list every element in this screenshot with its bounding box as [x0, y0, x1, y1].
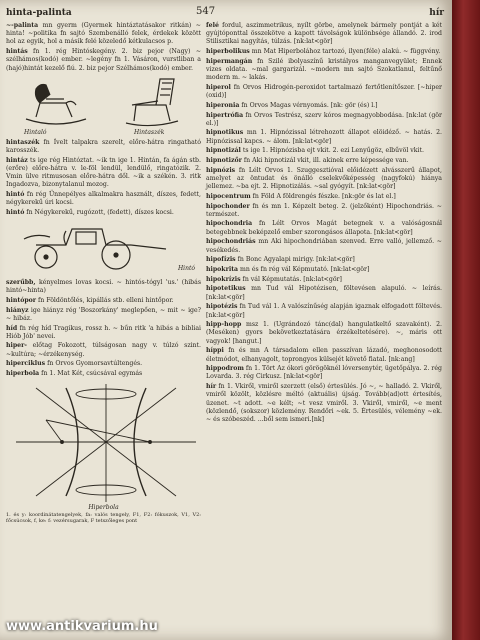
dictionary-entry: hipokrízis fn vál Képmutatás. [nk:lat<gör] [206, 275, 342, 283]
headword: hipnózis [206, 166, 236, 174]
rocking-horse-chair-illustration [6, 75, 201, 129]
dictionary-entry: híppi fn és mn A társadalom ellen passzívan lázadó, meghonosodott életmódot, elhanyagolt, toprongyos külsejét követő fiatal. [nk:ang] [206, 347, 442, 363]
dictionary-entry: hipokrita mn és fn rég vál Képmutató. [nk:lat<gör] [206, 265, 370, 273]
dictionary-entry: hipermangán fn Szilé ibolyaszínű kristályos manganvegyület; Ennek vizes oldata. ~mal gargarizál. ~modern mn sajtó Szokatlanul, feltűnő modern m. ~ lakás. [206, 57, 442, 82]
dictionary-entry: hipp-hopp msz 1. (Ugrándozó tánc(dal) hangulatkeltő szavaként). 2. (Meséken) gyors bekövetkeztatására érzékeltetésére). ~, máris ott vagyok! [hangut.] [206, 321, 442, 345]
dictionary-entry: hiperbolikus mn Mat Hiperbolához tartozó, ilyen(féle) alakú. ~ függvény. [206, 48, 441, 56]
figure-rocking-horse-chair [6, 75, 201, 137]
headword: hipertrófia [206, 111, 244, 119]
figure-caption: Hintaszék [134, 128, 165, 136]
headword: hipocentrum [206, 192, 251, 200]
right-column [206, 22, 442, 630]
book-binding [452, 0, 480, 640]
dictionary-entry: hipocentrum fn Föld A földrengés fészke. [nk:gör és lat el.] [206, 192, 396, 200]
headword: hiperciklus [6, 360, 46, 368]
headword: hipokrita [206, 265, 239, 273]
dictionary-entry: hipnotikus mn 1. Hipnózissal létrehozott állapot elöidéző. ~ hatás. 2. Hipnózissal kapcs. ~ álom. [nk:lat<gör] [206, 129, 442, 145]
header-guide-word-left: hinta-palinta [6, 8, 72, 18]
headword: hintáz [6, 156, 28, 164]
dictionary-entry: hipochonder fn és mn 1. Képzelt beteg. 2. (jelzőként) Hipochondriás. ~ természet. [206, 202, 442, 218]
hyperbola-diagram [6, 380, 201, 504]
figure-caption: Hintaló [24, 128, 47, 136]
dictionary-entry: hír fn 1. Vkiről, vmiről szerzett (első) értesülés. Jó ~, ~ halladó. 2. Vkiről, vmiről közölt, közlésre méltó (aktuális) újság. Tovább(ad)ott értesítés, üzenet. ~t adott. ~e kélt; ~t vesz vmiről. 3. Vkiről, vmiről, ~e ment (közlendő, (sokszor) közlemény. Rendőri ~ek. 5. Értesülés, vélemény ~ek. ~ és szóbeszéd. ...ből sem ismeri.[nk] [206, 383, 442, 423]
dictionary-entry: hipertrófia fn Orvos Testrész, szerv kóros megnagyobbodása. [nk:lat (gör el.)] [206, 111, 442, 127]
figure-hyperbola [6, 380, 201, 530]
dictionary-entry: hintó fn rég Ünnepélyes alkalmakra használt, díszes, fedett, négykerekű úri kocsi. [6, 190, 201, 207]
dictionary-entry: hipotézis fn Tud vál 1. A valószínűség alapján igaznak elfogadott föltevés. [nk:lat<gör] [206, 303, 442, 319]
dictionary-entry: felé fordul, aszimmetrikus, nyílt görbe, amelynek bármely pontját a két gyújtóponttal összekötve a kapott távolságok különbsége állandó. 2. irod Stilisztikai nagyítás, túlzás. [nk:lat<gör] [206, 22, 442, 46]
dictionary-entry: hipochondria fn Lélt Orvos Magát betegnek v. a valóságosnál betegebbnek beképzelő ember szorongásos állapota. [nk:lat<gör] [206, 220, 442, 236]
page-number: 547 [196, 6, 216, 17]
dictionary-entry: hiper- előtag Fokozott, túlságosan nagy v. túlzó szint. ~kultúra; ~érzékenység. [6, 342, 201, 358]
dictionary-entry: hippodrom fn 1. Tört Az ókori görögöknél lóversenytér, ügetőpálya. 2. rég Lovarda. 3. rég Cirkusz. [nk:lat<gör] [206, 365, 442, 381]
dictionary-entry: hiperciklus fn Orvos Gyomorsavtúltengés. [6, 360, 143, 368]
figure-carriage [6, 219, 201, 277]
dictionary-entry: hintópor fn Földöntőlés, kipállás stb. elleni hintőpor. [6, 296, 174, 304]
headword: szerűbb, [6, 279, 36, 287]
headword: hintó [6, 208, 25, 216]
headword: hintó [6, 190, 25, 198]
headword: hintópor [6, 296, 37, 304]
dictionary-entry: hipofízis fn Bonc Agyalapi mirigy. [nk:lat<gör] [206, 256, 355, 264]
headword: hiperol [206, 83, 231, 91]
left-column [6, 22, 201, 630]
dictionary-entry: híd fn rég híd Tragikus, rossz h. ~ bűn ritk 'a hibás a bibliai Hiób Jób' nevei. [6, 324, 201, 340]
header-guide-word-right: hír [429, 8, 444, 18]
headword: híd [6, 324, 18, 332]
headword: hiper- [6, 342, 27, 350]
dictionary-entry: hiperonia fn Orvos Magas vérnyomás. [nk: gör (és) l.] [206, 101, 378, 109]
headword: hipochondria [206, 220, 253, 228]
carriage-illustration [6, 219, 201, 271]
headword: felé [206, 22, 219, 29]
headword: hipochondriás [206, 238, 256, 246]
watermark: www.antikvarium.hu [6, 619, 158, 634]
headword: ~-palinta [6, 22, 39, 29]
headword: hipotetikus [206, 285, 246, 293]
headword: hír [206, 383, 217, 391]
figure-caption: Hiperbola [88, 504, 119, 512]
dictionary-entry: hiányz ige hiányz rég 'Boszorkány' meglepően, ~ mit ~ ige? ~ hibáz. [6, 306, 201, 322]
headword: hipp-hopp [206, 321, 242, 329]
dictionary-entry: hintó fn Négykerekű, rugózott, (fedett), díszes kocsi. [6, 208, 174, 216]
dictionary-entry: szerűbb, kényelmes lovas kocsi. ~ hintós-tógyl 'us.' (hibás hintó~hinta) [6, 279, 201, 295]
dictionary-entry: hipochondriás mn Aki hipochondriában szenved. Erre valló, jellemző. ~ vesékedés. [206, 238, 442, 254]
headword: hiperonia [206, 101, 240, 109]
figure-note: 1. és y: koordinátatengelyek, fa: valós tengely, F1, F2: fókuszok, V1, V2: főcsúcsok, f, ke: f: vezérsugarak, F tetszőleges pont [6, 512, 201, 525]
headword: híppi [206, 347, 224, 355]
headword: hiperbola [6, 370, 40, 378]
headword: hipofízis [206, 256, 236, 264]
dictionary-entry: hipnotizőr fn Aki hipnotizál vkit, ill. akinek erre képessége van. [206, 157, 409, 165]
headword: hiányz [6, 306, 29, 314]
dictionary-entry: hintaszék fn Ívelt talpakra szerelt, előre-hátra ringatható karosszék. [6, 138, 201, 154]
dictionary-entry: ~-palinta mn gyerm (Gyermek hintáztatásakor ritkán) ~ hinta! ~politika fn sajtó Szembenálló felek, érdekek között hol az egyik, hol a másik felé közeledő kétkulacsos p. [6, 22, 201, 46]
headword: hintás [6, 48, 28, 56]
headword: hipotézis [206, 303, 238, 311]
headword: hipochonder [206, 202, 250, 210]
headword: hipnotizőr [206, 157, 242, 165]
headword: hintaszék [6, 138, 40, 146]
headword: hiperbolikus [206, 48, 250, 56]
dictionary-entry: hiperol fn Orvos Hidrogén-peroxidot tartalmazó fertőtlenítőszer. [~hiper (oxid)] [206, 83, 442, 100]
figure-caption: Hintó [177, 265, 195, 273]
headword: hippodrom [206, 365, 244, 373]
dictionary-entry: hipnotizál ts ige 1. Hipnózisba ejt vkit. 2. ezi Lenyűgöz, elbűvöl vkit. [206, 147, 424, 155]
dictionary-entry: hintás fn 1. rég Hintóskegény. 2. biz pejor (Nagy) ~ szélhámos(kodó) ember. ~legény fn 1. Vásáron, vurstliban a (hajó)hintát kezelő fiú. 2. biz pejor Szélhámos(kodó) ember. [6, 48, 201, 72]
headword: hipnotizál [206, 147, 241, 155]
dictionary-entry: hipotetikus mn Tud vál Hipotézisen, föltevésen alapuló. ~ leírás. [nk:lat<gör] [206, 285, 442, 301]
dictionary-entry: hiperbola fn 1. Mat Két, csúcsával egymás [6, 370, 143, 378]
headword: hipnotikus [206, 129, 244, 137]
headword: hipermangán [206, 57, 253, 65]
dictionary-entry: hintáz ts ige rég Hintóztat. ~ik tn ige 1. Hintán, fa ágán stb. (erőre) előre-hátra v. le-föl lendül, lendülő, ringatózik. 2. Vmin ülve ritmusosan előre-hátra dől. ~ik a székén. 3. ritk Ingadozva, bizonytalanul mozog. [6, 156, 201, 189]
dictionary-entry: hipnózis fn Lélt Orvos 1. Szuggesztióval előidézett alvásszerű állapot, amelyet az öntudat és önálló cselekvőképesség (nagyfokú) hiánya jellemez. ~ba ejt. 2. Hipnotizálás. ~sal gyógyít. [nk:lat<gör] [206, 166, 442, 191]
headword: hipokrízis [206, 275, 241, 283]
